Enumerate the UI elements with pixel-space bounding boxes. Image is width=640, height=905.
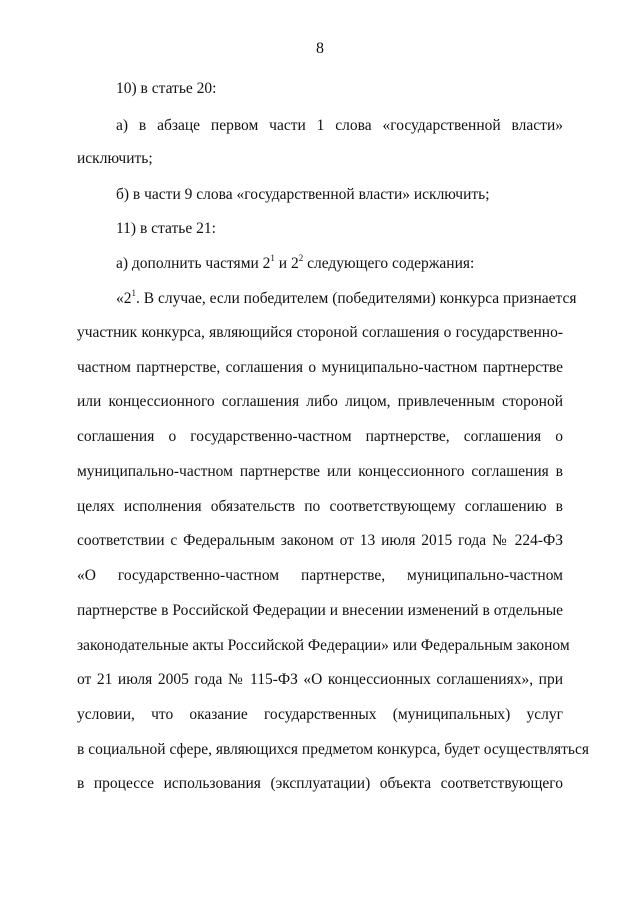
- paragraph-line: [77, 670, 563, 690]
- list-item-11: [116, 219, 563, 239]
- paragraph-line: [77, 323, 563, 343]
- quoted-part-line: [116, 287, 577, 309]
- line-text: «2: [116, 290, 132, 307]
- paragraph-line: [77, 740, 589, 760]
- superscript: 2: [298, 252, 304, 263]
- line-text: а) в абзаце первом части 1 слова «государственной власти»: [116, 117, 563, 134]
- paragraph-line: [77, 358, 563, 378]
- paragraph-line: [77, 497, 563, 517]
- line-text: соглашения о государственно-частном партнерстве, соглашения о: [77, 428, 563, 445]
- paragraph-line: [77, 392, 563, 412]
- line-text: условии, что оказание государственных (муниципальных) услуг: [77, 706, 563, 723]
- superscript: 1: [131, 287, 136, 298]
- line-text: следующего содержания:: [303, 255, 475, 272]
- line-text: партнерстве в Российской Федерации и внесении изменений в отдельные: [77, 602, 563, 619]
- paragraph-line: [77, 531, 563, 551]
- paragraph-line: [77, 636, 570, 656]
- line-text: и 2: [274, 255, 299, 272]
- subitem-a-line: [116, 116, 563, 136]
- line-text: от 21 июля 2005 года № 115-ФЗ «О концессионных соглашениях», при: [77, 671, 563, 688]
- line-text: в социальной сфере, являющихся предметом конкурса, будет осуществляться: [77, 741, 589, 758]
- list-item-10: [116, 79, 563, 99]
- line-text: участник конкурса, являющийся стороной соглашения о государственно-: [77, 324, 563, 341]
- line-text: целях исполнения обязательств по соответствующему соглашению в: [77, 498, 563, 515]
- paragraph-line: [77, 601, 563, 621]
- paragraph-line: [77, 149, 563, 169]
- line-text: в процессе использования (эксплуатации) объекта соответствующего: [77, 775, 563, 792]
- page-number: 8: [316, 40, 324, 57]
- line-text: законодательные акты Российской Федерации» или Федеральным законом: [77, 637, 570, 654]
- paragraph-line: [77, 462, 563, 482]
- paragraph-line: [77, 705, 563, 725]
- line-text: 11) в статье 21:: [116, 220, 216, 237]
- line-text: а) дополнить частями 2: [116, 255, 271, 272]
- subitem-b-line: [116, 185, 563, 205]
- line-text: . В случае, если победителем (победителями) конкурса признается: [136, 290, 577, 307]
- line-text: «О государственно-частном партнерстве, муниципально-частном: [77, 567, 563, 584]
- line-text: 10) в статье 20:: [116, 80, 217, 97]
- superscript: 1: [270, 252, 275, 263]
- line-text: частном партнерстве, соглашения о муниципально-частном партнерстве: [77, 359, 563, 376]
- line-text: соответствии с Федеральным законом от 13 июля 2015 года № 224-ФЗ: [77, 532, 563, 549]
- line-text: исключить;: [77, 150, 153, 167]
- line-text: или концессионного соглашения либо лицом, привлеченным стороной: [77, 393, 563, 410]
- paragraph-line: [77, 566, 563, 586]
- subitem-a-line: [116, 254, 563, 274]
- paragraph-line: [77, 774, 563, 794]
- line-text: б) в части 9 слова «государственной власти» исключить;: [116, 186, 490, 203]
- paragraph-line: [77, 427, 563, 447]
- line-text: муниципально-частном партнерстве или концессионного соглашения в: [77, 463, 563, 480]
